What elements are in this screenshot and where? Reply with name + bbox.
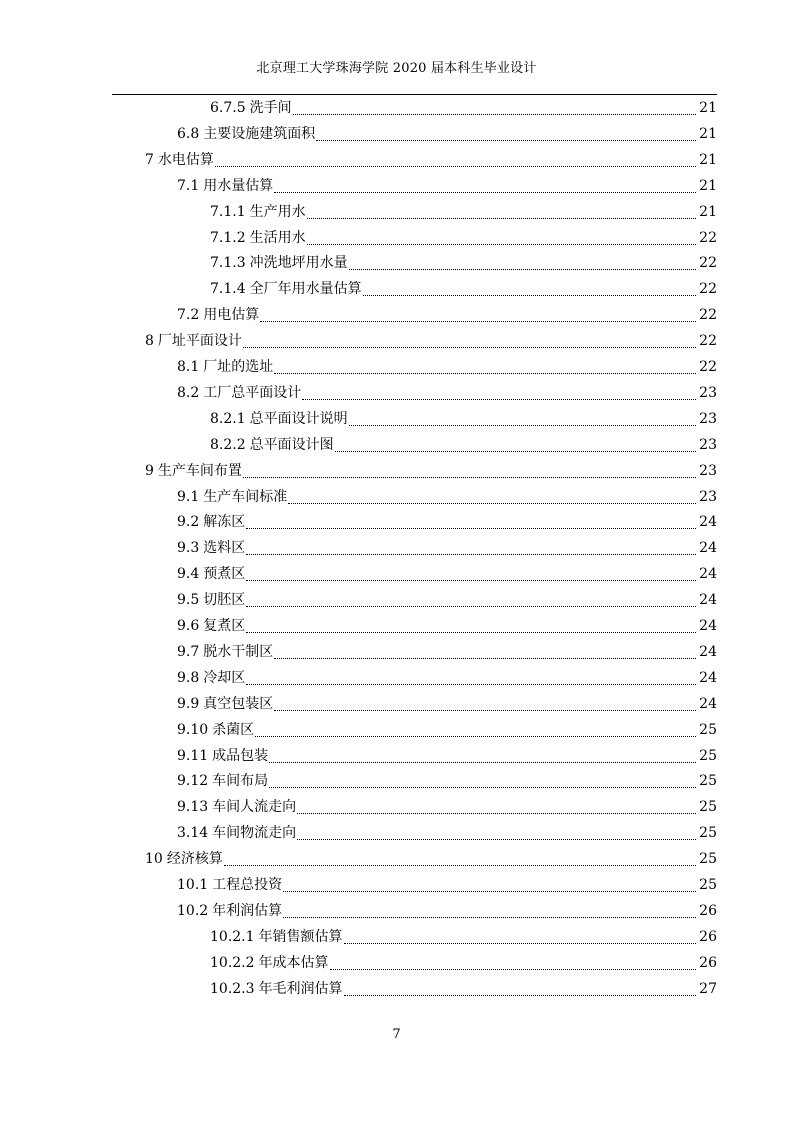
toc-entry[interactable]: [177, 641, 717, 663]
toc-entry-page: 22: [699, 333, 717, 350]
toc-entry[interactable]: [177, 745, 717, 767]
toc-entry-title: 生产车间布置: [157, 462, 242, 479]
toc-entry-page: 22: [699, 359, 717, 375]
toc-dot-leader: [297, 827, 696, 840]
toc-entry-title: 复煮区: [203, 618, 246, 634]
toc-dot-leader: [243, 465, 696, 478]
toc-dot-leader: [255, 724, 696, 737]
toc-dot-leader: [349, 413, 697, 426]
toc-entry[interactable]: [145, 149, 717, 171]
toc-entry-title: 车间物流走向: [212, 825, 297, 842]
toc-dot-leader: [274, 698, 696, 711]
toc-entry-title: 真空包装区: [203, 695, 274, 712]
toc-entry[interactable]: [210, 952, 717, 974]
toc-dot-leader: [243, 335, 696, 348]
toc-entry-page: 24: [699, 643, 717, 660]
toc-entry-title: 工程总投资: [212, 877, 283, 893]
toc-entry-title: 生活用水: [249, 229, 306, 246]
toc-entry[interactable]: [177, 900, 717, 922]
toc-entry-page: 26: [699, 928, 717, 945]
toc-entry[interactable]: [177, 123, 717, 145]
toc-dot-leader: [246, 516, 696, 529]
toc-entry-number: 10.2.3: [210, 980, 255, 997]
toc-entry-page: 26: [699, 902, 717, 919]
toc-entry-number: 10.2: [177, 902, 209, 919]
toc-entry-title: 用电估算: [203, 307, 260, 324]
toc-dot-leader: [269, 775, 696, 788]
toc-entry-title: 脱水干制区: [203, 643, 274, 660]
toc-dot-leader: [283, 905, 696, 918]
toc-entry-number: 9.5: [177, 592, 200, 609]
toc-entry-page: 24: [699, 592, 717, 609]
toc-entry-page: 24: [699, 695, 717, 712]
toc-entry-page: 23: [699, 384, 717, 401]
toc-entry-page: 26: [699, 954, 717, 971]
toc-entry-page: 22: [699, 255, 717, 272]
toc-entry[interactable]: [177, 589, 717, 611]
toc-entry[interactable]: [210, 252, 717, 274]
toc-entry-number: 10.2.2: [210, 954, 255, 971]
toc-entry-page: 24: [699, 514, 717, 531]
toc-dot-leader: [288, 491, 696, 504]
toc-entry-title: 厂址的选址: [203, 359, 274, 375]
toc-entry[interactable]: [210, 408, 717, 430]
running-header: 北京理工大学珠海学院 2020 届本科生毕业设计: [256, 61, 537, 76]
toc-entry-page: 23: [699, 462, 717, 479]
toc-dot-leader: [274, 646, 696, 659]
toc-entry-title: 经济核算: [166, 851, 223, 868]
toc-entry-title: 总平面设计图: [249, 436, 334, 453]
toc-dot-leader: [302, 387, 696, 400]
toc-entry-title: 全厂年用水量估算: [249, 281, 362, 298]
toc-entry-number: 9.10: [177, 721, 209, 738]
toc-entry-title: 车间布局: [212, 773, 269, 790]
toc-entry-page: 27: [699, 980, 717, 997]
toc-entry-number: 9.12: [177, 773, 209, 790]
toc-entry-number: 7.2: [177, 307, 200, 324]
toc-dot-leader: [349, 257, 697, 270]
toc-entry[interactable]: [177, 693, 717, 715]
toc-entry-number: 7.1: [177, 177, 200, 194]
toc-dot-leader: [246, 620, 696, 633]
toc-entry-title: 切胚区: [203, 592, 246, 609]
toc-dot-leader: [293, 102, 697, 115]
toc-entry-page: 21: [699, 151, 717, 168]
toc-entry-title: 洗手间: [249, 100, 292, 116]
toc-dot-leader: [269, 750, 696, 763]
toc-entry[interactable]: [177, 175, 717, 197]
toc-dot-leader: [246, 672, 696, 685]
toc-entry-title: 杀菌区: [212, 721, 255, 738]
toc-entry-number: 9.11: [177, 747, 209, 764]
toc-entry[interactable]: [210, 227, 717, 249]
header-rule: [112, 94, 717, 95]
toc-entry[interactable]: [145, 848, 717, 870]
toc-entry-page: 25: [699, 721, 717, 738]
toc-entry[interactable]: [177, 719, 717, 741]
toc-dot-leader: [344, 983, 697, 996]
toc-entry[interactable]: [177, 356, 717, 378]
toc-dot-leader: [283, 879, 696, 892]
toc-entry-number: 9.1: [177, 488, 200, 505]
toc-entry[interactable]: [177, 796, 717, 818]
toc-entry-number: 8.2: [177, 384, 200, 401]
toc-entry-title: 厂址平面设计: [157, 333, 242, 350]
toc-entry[interactable]: [145, 330, 717, 352]
toc-entry-title: 冷却区: [203, 669, 246, 686]
toc-entry-number: 10.2.1: [210, 928, 255, 945]
toc-entry-title: 用水量估算: [203, 177, 274, 194]
toc-dot-leader: [246, 542, 696, 555]
toc-entry-page: 24: [699, 669, 717, 686]
toc-entry-number: 6.8: [177, 125, 200, 142]
toc-entry-title: 预煮区: [203, 566, 246, 583]
toc-entry-title: 生产车间标准: [203, 488, 288, 505]
toc-entry-number: 7.1.1: [210, 203, 246, 220]
toc-dot-leader: [297, 801, 696, 814]
toc-entry[interactable]: [177, 563, 717, 585]
page-number: 7: [392, 1027, 401, 1042]
toc-dot-leader: [260, 309, 696, 322]
toc-entry[interactable]: [177, 667, 717, 689]
toc-entry-page: 24: [699, 618, 717, 634]
toc-entry[interactable]: [210, 926, 717, 948]
toc-entry[interactable]: [177, 874, 717, 896]
toc-entry[interactable]: [210, 97, 717, 119]
toc-entry[interactable]: [210, 978, 717, 1000]
toc-entry-number: 9.4: [177, 566, 200, 583]
toc-entry-page: 22: [699, 281, 717, 298]
toc-entry-page: 22: [699, 307, 717, 324]
toc-entry-page: 25: [699, 747, 717, 764]
toc-entry-number: 10: [145, 851, 163, 868]
toc-entry-number: 6.7.5: [210, 100, 246, 116]
toc-dot-leader: [274, 361, 696, 374]
toc-dot-leader: [307, 232, 697, 245]
toc-entry-page: 24: [699, 540, 717, 557]
toc-entry-number: 7: [145, 151, 154, 168]
toc-entry-number: 8.2.2: [210, 436, 246, 453]
toc-entry-number: 9.6: [177, 618, 200, 634]
toc-entry[interactable]: [177, 615, 717, 637]
toc-entry-page: 23: [699, 488, 717, 505]
toc-entry-number: 9.9: [177, 695, 200, 712]
toc-entry-number: 7.1.3: [210, 255, 246, 272]
toc-dot-leader: [363, 283, 697, 296]
toc-entry-page: 21: [699, 203, 717, 220]
toc-entry-page: 22: [699, 229, 717, 246]
toc-entry-page: 21: [699, 100, 717, 116]
toc-entry-page: 25: [699, 877, 717, 893]
toc-entry-page: 21: [699, 125, 717, 142]
toc-entry-title: 生产用水: [249, 203, 306, 220]
toc-entry-title: 年利润估算: [212, 902, 283, 919]
toc-dot-leader: [316, 128, 696, 141]
toc-dot-leader: [330, 957, 697, 970]
toc-entry-title: 年销售额估算: [258, 928, 343, 945]
toc-entry-title: 车间人流走向: [212, 799, 297, 816]
toc-entry-title: 年成本估算: [258, 954, 329, 971]
toc-entry-title: 总平面设计说明: [249, 410, 348, 427]
toc-dot-leader: [215, 154, 696, 167]
toc-entry-number: 9: [145, 462, 154, 479]
toc-entry-page: 25: [699, 773, 717, 790]
toc-dot-leader: [344, 931, 697, 944]
toc-entry-number: 8: [145, 333, 154, 350]
toc-entry[interactable]: [210, 201, 717, 223]
toc-entry-page: 25: [699, 825, 717, 842]
toc-entry-number: 8.1: [177, 359, 200, 375]
toc-entry-title: 工厂总平面设计: [203, 384, 302, 401]
toc-entry-number: 7.1.4: [210, 281, 246, 298]
toc-dot-leader: [246, 594, 696, 607]
toc-dot-leader: [335, 439, 697, 452]
toc-entry-number: 9.7: [177, 643, 200, 660]
toc-entry-number: 9.2: [177, 514, 200, 531]
toc-entry[interactable]: [210, 434, 717, 456]
toc-entry[interactable]: [177, 770, 717, 792]
toc-entry-number: 3.14: [177, 825, 209, 842]
toc-entry-title: 成品包装: [212, 747, 269, 764]
toc-entry-number: 8.2.1: [210, 410, 246, 427]
toc-entry-number: 9.3: [177, 540, 200, 557]
toc-entry[interactable]: [177, 822, 717, 844]
toc-entry-page: 23: [699, 436, 717, 453]
toc-entry-number: 7.1.2: [210, 229, 246, 246]
toc-entry-page: 24: [699, 566, 717, 583]
toc-entry-page: 25: [699, 851, 717, 868]
toc-entry[interactable]: [177, 511, 717, 533]
toc-entry-page: 21: [699, 177, 717, 194]
toc-entry[interactable]: [210, 278, 717, 300]
toc-entry-number: 10.1: [177, 877, 209, 893]
toc-entry[interactable]: [177, 304, 717, 326]
toc-entry-title: 选料区: [203, 540, 246, 557]
toc-entry[interactable]: [145, 460, 717, 482]
toc-entry-title: 年毛利润估算: [258, 980, 343, 997]
toc-entry[interactable]: [177, 486, 717, 508]
toc-entry-title: 解冻区: [203, 514, 246, 531]
toc-entry-title: 水电估算: [157, 151, 214, 168]
toc-dot-leader: [246, 568, 696, 581]
toc-entry-title: 主要设施建筑面积: [203, 125, 316, 142]
toc-dot-leader: [224, 853, 696, 866]
toc-entry-number: 9.8: [177, 669, 200, 686]
toc-dot-leader: [274, 180, 696, 193]
toc-entry-page: 23: [699, 410, 717, 427]
toc-entry[interactable]: [177, 537, 717, 559]
toc-entry-page: 25: [699, 799, 717, 816]
toc-entry[interactable]: [177, 382, 717, 404]
toc-dot-leader: [307, 206, 697, 219]
toc-entry-number: 9.13: [177, 799, 209, 816]
toc-entry-title: 冲洗地坪用水量: [249, 255, 348, 272]
